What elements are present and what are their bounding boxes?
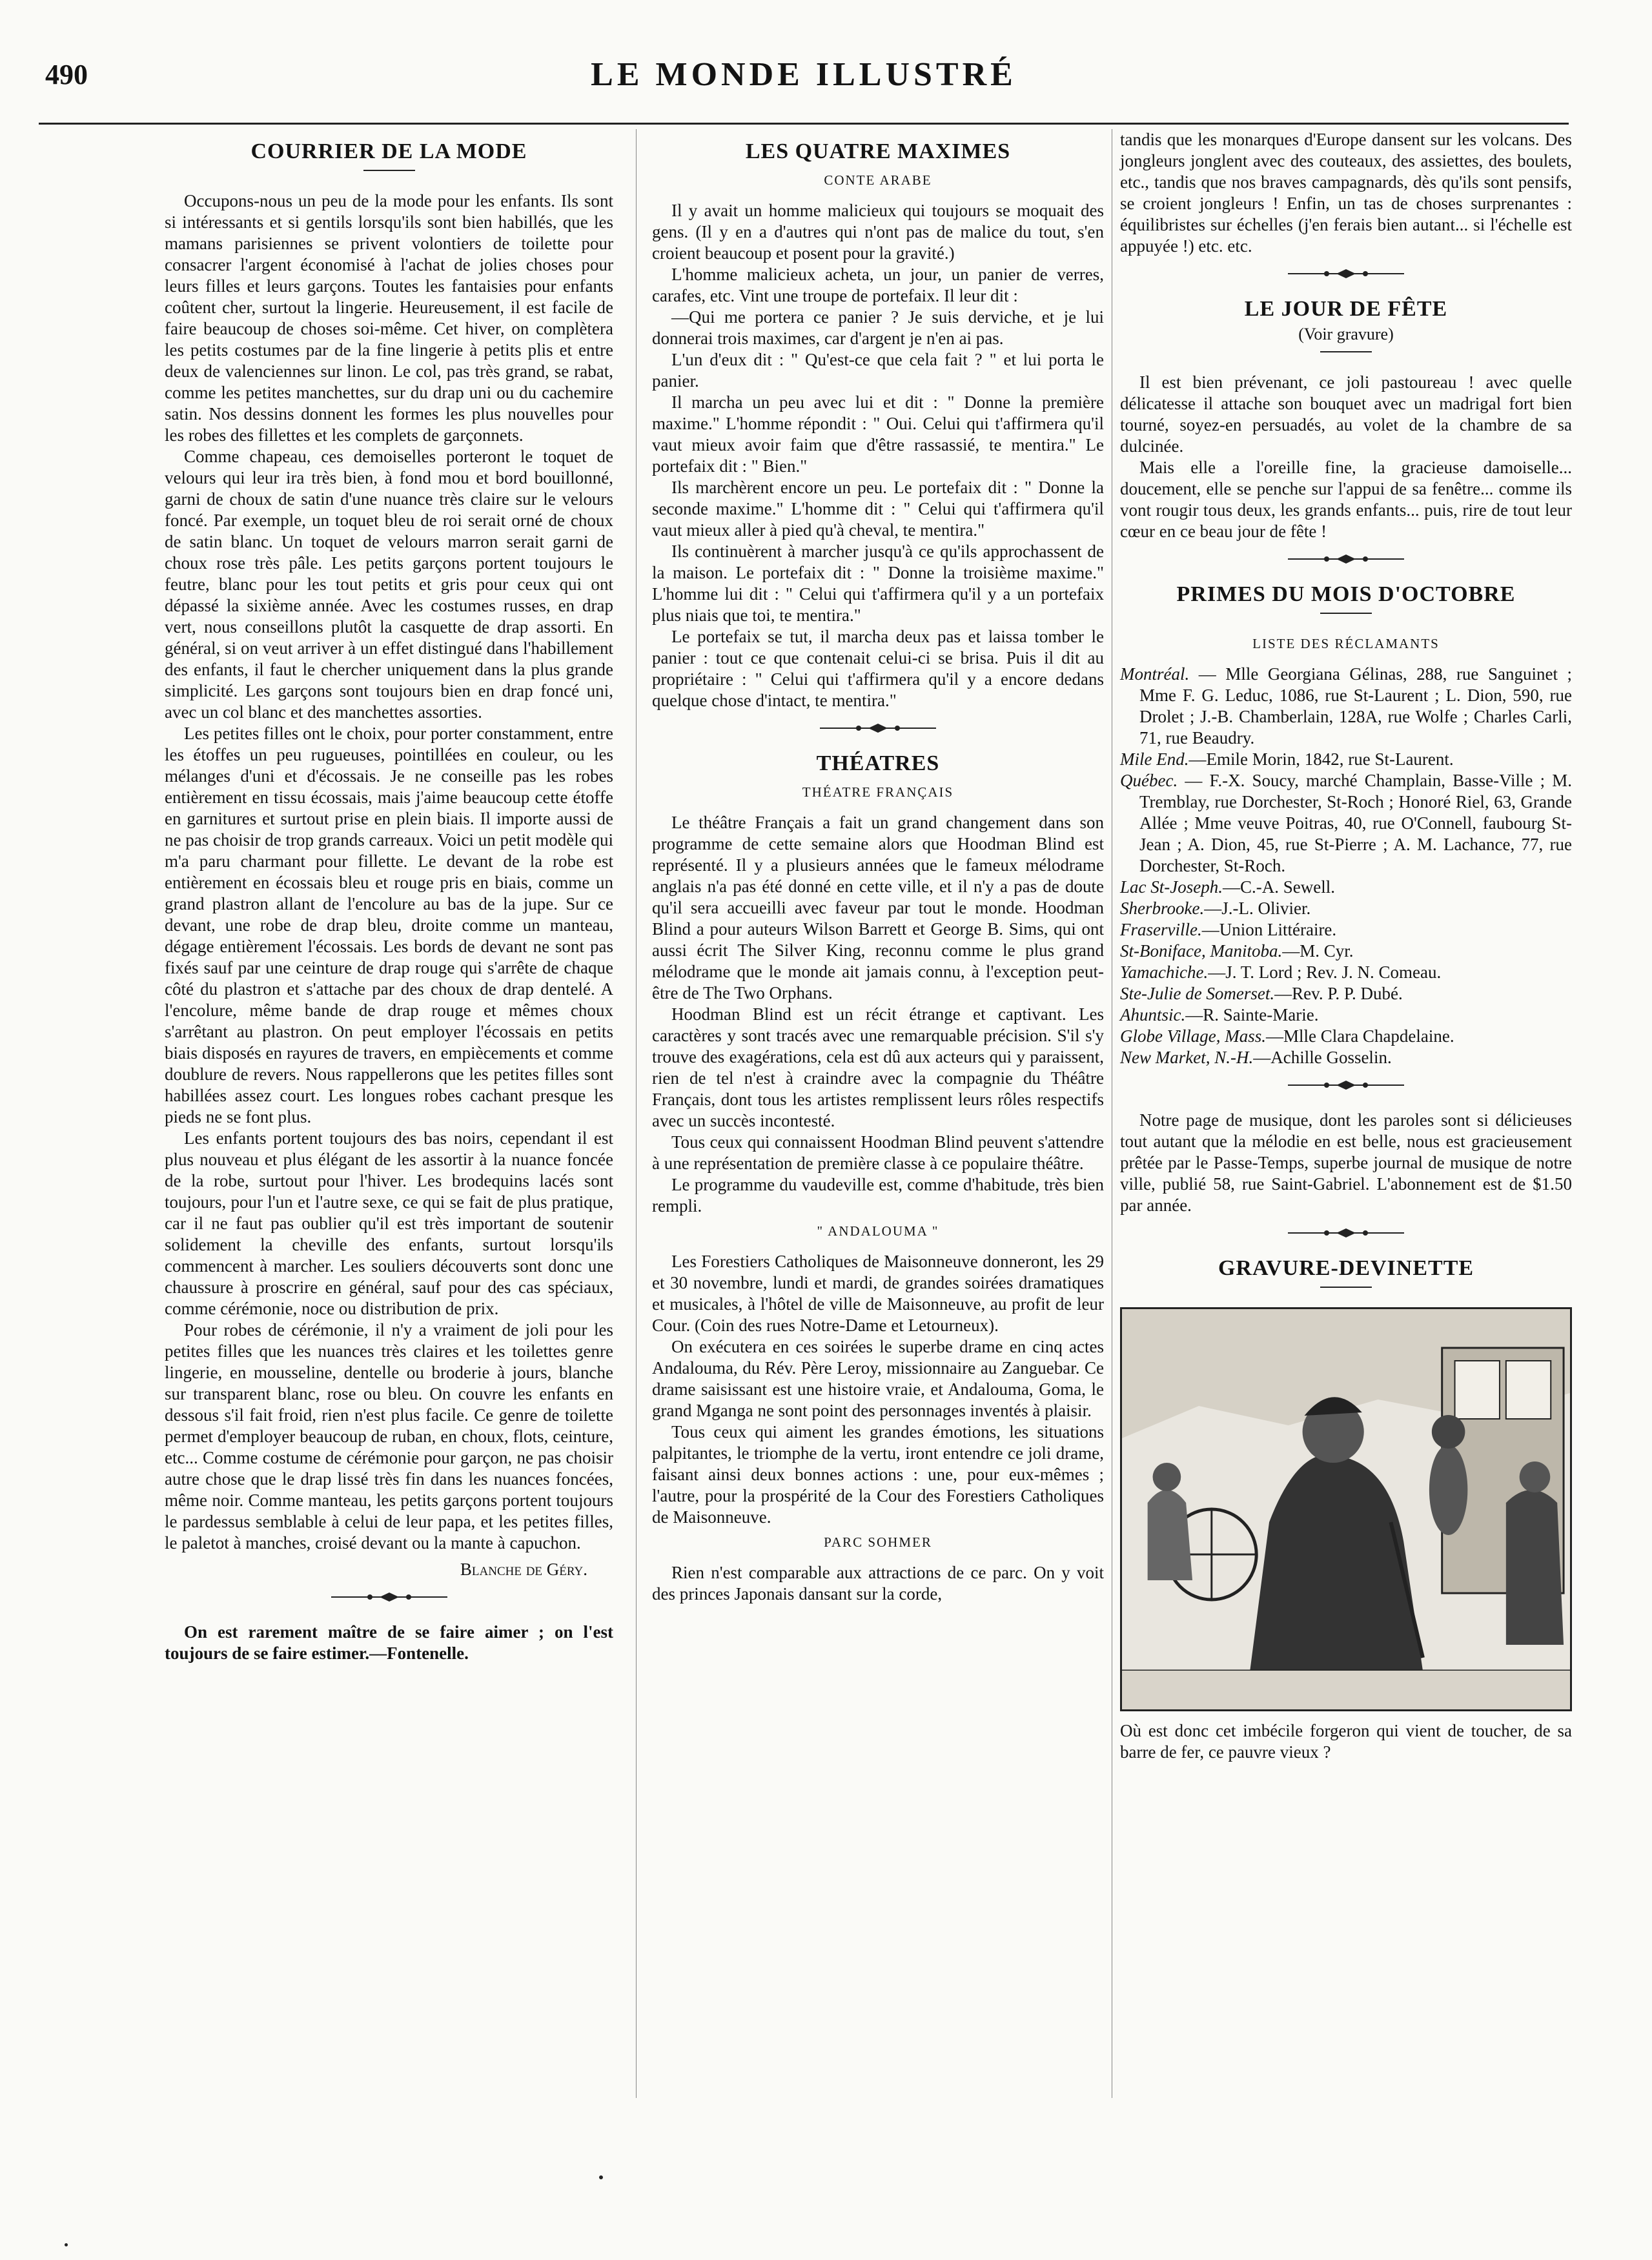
ornament-divider (652, 723, 1104, 733)
column-2 (652, 129, 1104, 1605)
section-heading: THÉATRES (816, 751, 940, 775)
paragraph: Les petites filles ont le choix, pour porter constamment, entre les étoffes un peu rugueuses, pointillées en couleur, ou les mélanges d'uni et d'écossais. Je ne conseille pas les robes entièrement en tissu écossais, mais j'aime beaucoup cette étoffe en garnitures et surtout prise en plein biais. Il importe aussi de ne pas choisir de trop grands carreaux. Voici un petit modèle qui m'a paru charmant pour fillette. Le devant de la robe est entièrement en écossais bleu et rouge pris en biais, comme un grand plastron allant de l'encolure au bas de la jupe. Sur ce devant, une robe de drap bleu, droite comme un manteau, dégage entièrement l'écossais. Les bords de devant ne sont pas fixés sauf par une ceinture de drap rouge qui s'arrête de chaque côté du plastron et s'attache par des choux de drap dentelé. A l'encolure, même bande de drap rouge et mêmes choux s'arrêtant au plastron. On peut employer l'écossais en petits biais disposés en rayures de travers, en empiècements et comme doublure de revers. Nous rappellerons que les petites filles sont habillées assez court. Les longues robes cachant presque les pieds ne se font plus. (165, 724, 613, 1126)
list-item: Yamachiche.—J. T. Lord ; Rev. J. N. Comeau. (1120, 962, 1442, 982)
paragraph: Pour robes de cérémonie, il n'y a vraiment de joli pour les petites filles que les nuances très claires et les toilettes genre lingerie, en mousseline, dentelle ou broderie à jours, blanche sur transparent blanc, rose ou bleu. On couvre les enfants en dessous s'il fait froid, rien n'est plus facile. Ce genre de toilette permet d'employer beaucoup de ruban, en choux, flots, ceinture, etc... Comme costume de cérémonie pour garçon, ne pas choisir autre chose que le drap lissé très fin dans les nuances foncées, même noir. Comme manteau, les petits garçons portent toujours le pardessus semblable à celui de leur papa, et les petites filles, le paletot à manches, croisé devant ou la mante à capuchon. (165, 1320, 613, 1552)
list-subheading: LISTE DES RÉCLAMANTS (1252, 636, 1440, 651)
print-speck (65, 2243, 68, 2246)
paragraph: Les Forestiers Catholiques de Maisonneuve donneront, les 29 et 30 novembre, lundi et mardi, de grandes soirées dramatiques et musicales, à l'hôtel de ville de Maisonneuve, au profit de leur Cour. (Coin des rues Notre-Dame et Letourneux). (652, 1252, 1104, 1335)
list-item: Mile End.—Emile Morin, 1842, rue St-Laurent. (1120, 749, 1454, 769)
ornament-divider (165, 1592, 613, 1602)
article-heading: COURRIER DE LA MODE (250, 139, 527, 163)
paragraph: Notre page de musique, dont les paroles sont si délicieuses tout autant que la mélodie en est belle, nous est gracieusement prêtée par le Passe-Temps, superbe journal de musique de notre ville, publié 58, rue Saint-Gabriel. L'abonnement est de $1.50 par année. (1120, 1110, 1572, 1215)
paragraph: Le programme du vaudeville est, comme d'habitude, très bien rempli. (652, 1175, 1104, 1216)
paragraph: Le théâtre Français a fait un grand changement dans son programme de cette semaine alors que Hoodman Blind est représenté. Il y a plusieurs années que le fameux mélodrame anglais n'a pas été donné en cette ville, et il n'y a pas de doute qu'il sera accueilli avec faveur par tout le monde. Hoodman Blind a pour auteurs Wilson Barrett et George B. Sims, qui ont aussi écrit The Silver King, reconnu comme le plus grand mélodrame que le monde ait jamais connu, à l'exception peut-être de The Two Orphans. (652, 813, 1104, 1003)
article-heading: PRIMES DU MOIS D'OCTOBRE (1176, 582, 1516, 606)
article-heading: GRAVURE-DEVINETTE (1218, 1256, 1474, 1280)
heading-rule (1320, 351, 1372, 352)
heading-rule (1320, 1287, 1372, 1288)
list-item: Ahuntsic.—R. Sainte-Marie. (1120, 1005, 1319, 1024)
engraving-illustration (1120, 1307, 1572, 1711)
paragraph: Comme chapeau, ces demoiselles porteront le toquet de velours qui leur ira très bien, à fond mou et bord bouillonné, garni de choux de satin d'une nuance très claire sur le velours foncé. Par exemple, un toquet bleu de roi serait orné de choux de satin blanc. Un toquet de velours marron serait garni de choux rose très pâle. Les petits garçons portent toujours le feutre, blanc pour les tout petits et gris pour ceux qui ont dépassé la sixième année. Avec les costumes russes, en drap vert, nous conseillons plutôt la casquette de drap assorti. En général, si on veut arriver à un effet distingué dans l'habillement des enfants, il faut le chercher uniquement dans la plus grande simplicité. Les garçons sont toujours bien en drap foncé uni, avec un col blanc et des manchettes assorties. (165, 447, 613, 722)
heading-rule (1320, 613, 1372, 614)
paragraph: L'homme malicieux acheta, un jour, un panier de verres, carafes, etc. Vint une troupe de portefaix. Il leur dit : (652, 265, 1104, 305)
engraving-image (1122, 1309, 1570, 1709)
print-speck (599, 2175, 603, 2179)
paragraph: Rien n'est comparable aux attractions de ce parc. On y voit des princes Japonais dansant sur la corde, (652, 1563, 1104, 1603)
article-heading: LES QUATRE MAXIMES (745, 139, 1011, 163)
paragraph: On exécutera en ces soirées le superbe drame en cinq actes Andalouma, du Rév. Père Leroy, missionnaire au Zanguebar. Ce drame saisissant est une histoire vraie, et Andalouma, Goma, le grand Mganga ne sont point des personnages inventés à plaisir. (652, 1337, 1104, 1420)
section-subheading: THÉATRE FRANÇAIS (802, 784, 954, 800)
signature: Blanche de Géry. (460, 1560, 587, 1579)
paragraph: Ils marchèrent encore un peu. Le portefaix dit : " Donne la seconde maxime." L'homme dit : " Celui qui t'affirmera qu'il vaut mieux aller à pied qu'à cheval, te mentira." (652, 478, 1104, 540)
ornament-divider (1120, 1080, 1572, 1090)
paragraph: Il y avait un homme malicieux qui toujours se moquait des gens. (Il y en a d'autres qui n'ont pas de malice du tout, s'en croient beaucoup et posent pour la gravité.) (652, 201, 1104, 263)
ornament-divider (1120, 1228, 1572, 1238)
paragraph: Il est bien prévenant, ce joli pastoureau ! avec quelle délicatesse il attache son bouquet avec un madrigal fort bien tourné, soyez-en persuadés, au volet de la chambre de sa dulcinée. (1120, 372, 1572, 456)
paragraph: Mais elle a l'oreille fine, la gracieuse damoiselle... doucement, elle se penche sur l'appui de sa fenêtre... comme ils vont rougir tous deux, les grands enfants... puis, rire de tout leur cœur en ce beau jour de fête ! (1120, 458, 1572, 541)
paragraph: L'un d'eux dit : " Qu'est-ce que cela fait ? " et lui porta le panier. (652, 350, 1104, 391)
paragraph-continuation: tandis que les monarques d'Europe dansent sur les volcans. Des jongleurs jonglent avec des couteaux, des assiettes, des boulets, etc., tandis que nos braves campagnards, dès qu'ils sont pensifs, se croient jongleurs ! Enfin, un tas de choses surprenantes : équilibristes sur échelles (j'en ferais bien autant... si l'échelle est appuyée !) etc. etc. (1120, 130, 1572, 256)
list-item: New Market, N.-H.—Achille Gosselin. (1120, 1048, 1392, 1067)
ornament-divider (1120, 269, 1572, 279)
column-1 (165, 129, 613, 1664)
quote: On est rarement maître de se faire aimer ; on l'est toujours de se faire estimer.—Fontenelle. (165, 1622, 613, 1663)
list-item: Sherbrooke.—J.-L. Olivier. (1120, 899, 1311, 918)
paragraph: Hoodman Blind est un récit étrange et captivant. Les caractères y sont tracés avec une remarquable précision. S'il s'y trouve des exagérations, cela est dû aux acteurs qui y paraissent, rien de tel n'est à craindre avec la compagnie du Théâtre Français, dont tous les artistes remplissent leurs rôles respectifs avec un succès incontesté. (652, 1004, 1104, 1130)
paragraph: —Qui me portera ce panier ? Je suis derviche, et je lui donnerai trois maximes, car d'argent je n'en ai pas. (652, 307, 1104, 348)
section-subheading: " ANDALOUMA " (817, 1223, 939, 1239)
list-item: Montréal. — Mlle Georgiana Gélinas, 288, rue Sanguinet ; Mme F. G. Leduc, 1086, rue St-Laurent ; L. Dion, 590, rue Drolet ; J.-B. Chamberlain, 128A, rue Wolfe ; Charles Carli, 71, rue Beaudry. (1120, 664, 1572, 748)
list-item: Ste-Julie de Somerset.—Rev. P. P. Dubé. (1120, 984, 1403, 1003)
heading-rule (363, 170, 415, 171)
column-3 (1120, 129, 1572, 1763)
paragraph: Occupons-nous un peu de la mode pour les enfants. Ils sont si intéressants et si gentils lorsqu'ils sont bien habillés, que les mamans parisiennes se privent volontiers de toilette pour consacrer l'argent économisé à l'achat de jolies choses pour leurs filles et leurs garçons. Toutes les fantaisies pour enfants coûtent cher, surtout la lingerie. Heureusement, il est facile de faire beaucoup de choses soi-même. Cet hiver, on complètera les petits costumes par de la fine lingerie à petits plis et entre deux de valenciennes sur linon. Le col, pas très grand, se rabat, comme les petites manchettes, sur du drap uni ou du cachemire satin. Nos dessins donnent les formes les plus nouvelles pour les robes des fillettes et les complets de garçonnets. (165, 191, 613, 445)
paragraph: Le portefaix se tut, il marcha deux pas et laissa tomber le panier : tout ce que contenait celui-ci se brisa. Puis il dit au propriétaire : " Celui qui t'affirmera qu'il y a encore dedans quelque chose d'intact, te mentira." (652, 627, 1104, 710)
list-item: Fraserville.—Union Littéraire. (1120, 920, 1337, 939)
article-subheading: CONTE ARABE (824, 172, 932, 188)
list-item: Québec. — F.-X. Soucy, marché Champlain, Basse-Ville ; M. Tremblay, rue Dorchester, St-Roch ; Honoré Riel, 63, Grande Allée ; Mme veuve Poitras, 40, rue O'Connell, faubourg St-Jean ; A. Dion, 45, rue St-Pierre ; A. M. Lachance, 77, rue Dorchester, St-Roch. (1120, 771, 1572, 875)
article-subheading: (Voir gravure) (1298, 325, 1394, 343)
paragraph: Les enfants portent toujours des bas noirs, cependant il est plus nouveau et plus élégant de les assortir à la nuance foncée de la robe, surtout pour l'hiver. Les brodequins lacés sont toujours, pour l'un et l'autre sexe, ce qui se fait de plus pratique, car il ne faut pas oublier qu'il est très important de soutenir solidement la cheville des enfants, surtout lorsqu'ils commencent à marcher. Les souliers découverts sont donc une chaussure à proscrire en général, sauf pour des cas spéciaux, comme cérémonie, noce ou distribution de prix. (165, 1128, 613, 1318)
newspaper-title: LE MONDE ILLUSTRÉ (591, 56, 1017, 93)
list-item: St-Boniface, Manitoba.—M. Cyr. (1120, 941, 1354, 961)
illustration-caption: Où est donc cet imbécile forgeron qui vient de toucher, de sa barre de fer, ce pauvre vieux ? (1120, 1721, 1572, 1762)
ornament-divider (1120, 554, 1572, 564)
paragraph: Tous ceux qui aiment les grandes émotions, les situations palpitantes, le triomphe de la vertu, iront entendre ce joli drame, faisant ainsi deux bonnes actions : une, pour eux-mêmes ; l'autre, pour la prospérité de la Cour des Forestiers Catholiques de Maisonneuve. (652, 1422, 1104, 1527)
masthead (39, 26, 1569, 125)
paragraph: Ils continuèrent à marcher jusqu'à ce qu'ils approchassent de la maison. Le portefaix dit : " Donne la troisième maxime." L'homme lui dit : " Celui qui t'affirmera qu'il y a un portefaix plus niais que toi, te mentira." (652, 542, 1104, 625)
column-divider (636, 129, 637, 2098)
page-number: 490 (45, 59, 88, 90)
list-item: Lac St-Joseph.—C.-A. Sewell. (1120, 877, 1335, 897)
claimants-list (1120, 664, 1572, 1068)
list-item: Globe Village, Mass.—Mlle Clara Chapdelaine. (1120, 1026, 1454, 1046)
section-subheading: PARC SOHMER (824, 1534, 932, 1550)
paragraph: Il marcha un peu avec lui et dit : " Donne la première maxime." L'homme répondit : " Oui. Celui qui t'affirmera qu'il vaut mieux avoir faim que d'être rassassié, te mentira." Le portefaix dit : " Bien." (652, 392, 1104, 476)
paragraph: Tous ceux qui connaissent Hoodman Blind peuvent s'attendre à une représentation de première classe à ce populaire théâtre. (652, 1132, 1104, 1173)
article-heading: LE JOUR DE FÊTE (1244, 297, 1448, 321)
